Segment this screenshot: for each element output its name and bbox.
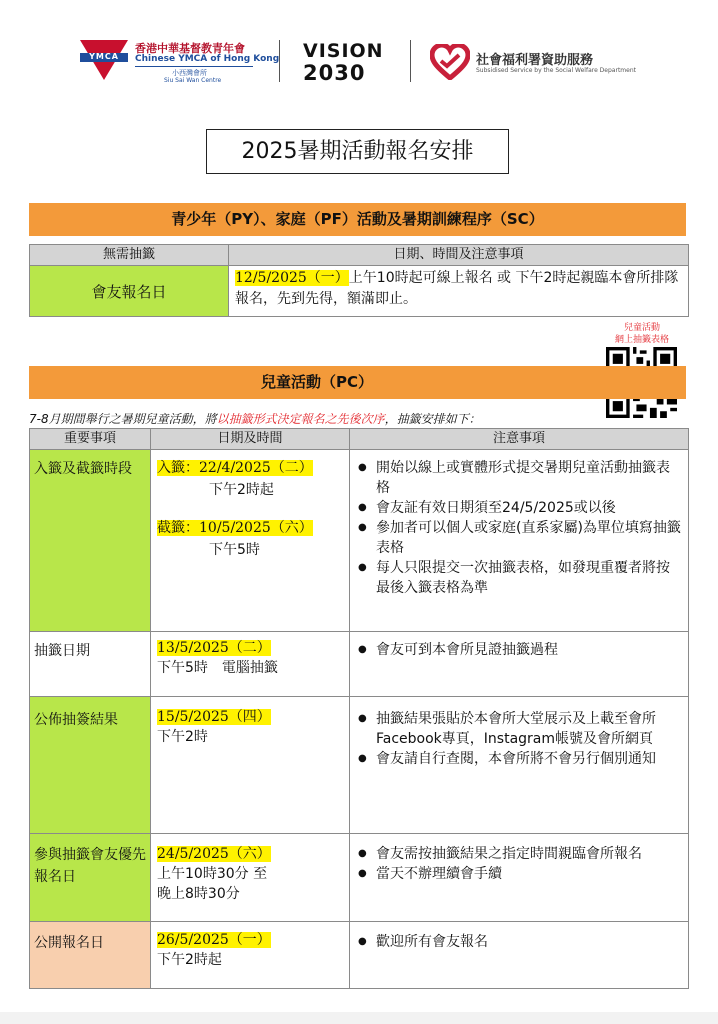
- section-banner-children: 兒童活動（PC）: [29, 366, 686, 399]
- intro-post: ，抽籤安排如下：: [384, 412, 481, 426]
- row-label: 入籤及截籤時段: [30, 450, 151, 632]
- row-label: 公佈抽簽結果: [30, 697, 151, 834]
- intro-highlight: 以抽籤形式決定報名之先後次序: [216, 412, 385, 426]
- column-header: 無需抽籤: [30, 245, 229, 266]
- row-notes: [350, 834, 689, 922]
- table-row: [30, 922, 689, 989]
- detail-text: 上午10時起可線上報名 或 下午2時起親臨本會所排隊報名，先到先得，額滿即止。: [235, 270, 679, 307]
- note-item: ● 會友需按抽籤結果之指定時間親臨會所報名: [354, 844, 682, 864]
- row-date: [151, 834, 350, 922]
- qr-caption: [606, 322, 678, 346]
- intro-pre: 7-8月期間舉行之暑期兒童活動，將: [29, 412, 217, 426]
- highlight-date: 15/5/2025（四）: [157, 709, 271, 725]
- highlight-date: 截籤：10/5/2025（六）: [157, 520, 313, 536]
- ymca-logo-text: YMCA: [89, 52, 119, 61]
- qr-caption-line: 兒童活動: [623, 323, 660, 333]
- row-time: 上午10時30分 至: [157, 866, 268, 882]
- table-row: [30, 266, 689, 317]
- note-item: ● 每人只限提交一次抽籤表格，如發現重覆者將按最後入籤表格為準: [354, 558, 682, 598]
- heart-icon: [430, 44, 470, 80]
- row-notes: [350, 632, 689, 697]
- note-item: ● 會友証有效日期須至24/5/2025或以後: [354, 498, 682, 518]
- row-date: [151, 922, 350, 989]
- page-bottom-band: [0, 1012, 718, 1024]
- ymca-chinese-name: 香港中華基督教青年會: [135, 42, 245, 55]
- row-time: 下午5時 電腦抽籤: [157, 660, 278, 676]
- intro-text: [29, 410, 481, 427]
- row-detail: [229, 266, 689, 317]
- column-header: 重要事項: [30, 429, 151, 450]
- row-label: 會友報名日: [30, 266, 229, 317]
- note-item: ● 當天不辦理續會手續: [354, 864, 682, 884]
- note-item: ● 歡迎所有會友報名: [354, 932, 682, 952]
- row-time: 晚上8時30分: [157, 886, 240, 902]
- table-row: [30, 834, 689, 922]
- vision-year: 2030: [303, 61, 366, 85]
- note-item: ● 抽籤結果張貼於本會所大堂展示及上載至會所Facebook專頁，Instagram帳號及會所網頁: [354, 709, 682, 749]
- vision-text: VISION: [303, 40, 384, 62]
- row-time: 下午2時起: [209, 482, 274, 498]
- table-header-row: [30, 245, 689, 266]
- row-time: 下午2時: [157, 729, 208, 745]
- row-notes: [350, 922, 689, 989]
- table-row: [30, 450, 689, 632]
- table-header-row: [30, 429, 689, 450]
- row-label: 參與抽籤會友優先報名日: [30, 834, 151, 922]
- column-header: 日期及時間: [151, 429, 350, 450]
- swd-english-name: Subsidised Service by the Social Welfare Department: [476, 67, 636, 74]
- row-label: 抽籤日期: [30, 632, 151, 697]
- header-divider: [410, 40, 411, 82]
- youth-table: [29, 244, 689, 317]
- row-time: 下午5時: [209, 542, 260, 558]
- highlight-date: 12/5/2025（一）: [235, 270, 349, 286]
- header-divider: [279, 40, 280, 82]
- note-item: ● 會友可到本會所見證抽籤過程: [354, 640, 682, 660]
- centre-chinese-name: 小西灣會所: [172, 69, 207, 77]
- qr-caption-line: 網上抽籤表格: [614, 335, 669, 345]
- row-notes: [350, 450, 689, 632]
- highlight-date: 26/5/2025（一）: [157, 932, 271, 948]
- row-label: 公開報名日: [30, 922, 151, 989]
- centre-english-name: Siu Sai Wan Centre: [164, 77, 222, 84]
- row-time: 下午2時起: [157, 952, 222, 968]
- row-date: [151, 697, 350, 834]
- note-item: ● 會友請自行查閱，本會所將不會另行個別通知: [354, 749, 682, 769]
- note-item: ● 參加者可以個人或家庭(直系家屬)為單位填寫抽籤表格: [354, 518, 682, 558]
- children-table: [29, 428, 689, 989]
- row-date: [151, 450, 350, 632]
- row-notes: [350, 697, 689, 834]
- row-date: [151, 632, 350, 697]
- swd-chinese-name: 社會福利署資助服務: [476, 53, 594, 68]
- ymca-english-name: Chinese YMCA of Hong Kong: [135, 54, 280, 64]
- page-title: 2025暑期活動報名安排: [206, 129, 509, 174]
- section-banner-youth: 青少年（PY）、家庭（PF）活動及暑期訓練程序（SC）: [29, 203, 686, 236]
- column-header: 日期、時間及注意事項: [229, 245, 689, 266]
- table-row: [30, 632, 689, 697]
- note-item: ● 開始以線上或實體形式提交暑期兒童活動抽籤表格: [354, 458, 682, 498]
- highlight-date: 24/5/2025（六）: [157, 846, 271, 862]
- highlight-date: 13/5/2025（二）: [157, 640, 271, 656]
- column-header: 注意事項: [350, 429, 689, 450]
- highlight-date: 入籤：22/4/2025（二）: [157, 460, 313, 476]
- table-row: [30, 697, 689, 834]
- ymca-divider: [135, 66, 253, 67]
